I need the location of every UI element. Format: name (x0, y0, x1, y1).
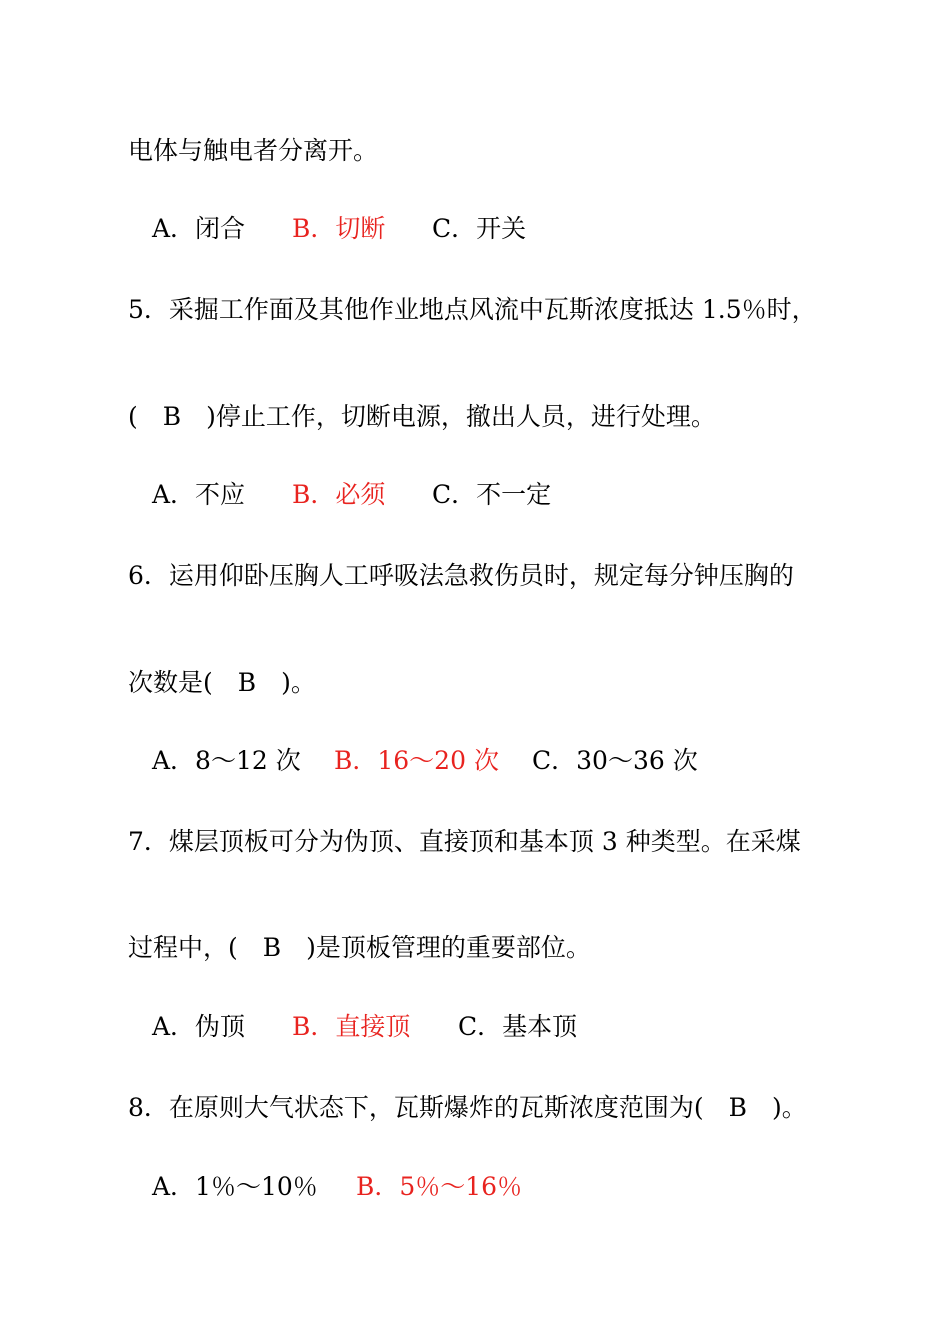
q4-option-c: C．开关 (432, 214, 527, 243)
q4-text-line2: 电体与触电者分离开。 (128, 136, 379, 165)
q7-text-line2: 过程中，( B )是顶板管理的重要部位。 (128, 933, 591, 962)
q5-text-line2: ( B )停止工作，切断电源，撤出人员，进行处理。 (128, 402, 716, 431)
q7-option-c: C．基本顶 (458, 1012, 578, 1041)
q5-option-a: A．不应 (152, 480, 246, 509)
q4-option-a: A．闭合 (152, 214, 246, 243)
q5-option-b-answer: B．必须 (292, 480, 386, 509)
q5-text-line1: 5．采掘工作面及其他作业地点风流中瓦斯浓度抵达 1.5％时， (128, 295, 817, 324)
q6-option-a: A．8～12 次 (152, 746, 301, 775)
q8-text-line1: 8．在原则大气状态下，瓦斯爆炸的瓦斯浓度范围为( B )。 (128, 1093, 807, 1122)
q7-option-b-answer: B．直接顶 (292, 1012, 411, 1041)
q8-option-b-answer: B．5％～16％ (356, 1172, 523, 1201)
q7-text-line1: 7．煤层顶板可分为伪顶、直接顶和基本顶 3 种类型。在采煤 (128, 827, 801, 856)
q6-option-b-answer: B．16～20 次 (334, 746, 499, 775)
q6-text-line1: 6．运用仰卧压胸人工呼吸法急救伤员时，规定每分钟压胸的 (128, 561, 794, 590)
q6-text-line2: 次数是( B )。 (128, 668, 316, 697)
q5-option-c: C．不一定 (432, 480, 552, 509)
q8-option-a: A．1％～10％ (152, 1172, 318, 1201)
q6-option-c: C．30～36 次 (532, 746, 698, 775)
q4-option-b-answer: B．切断 (292, 214, 386, 243)
q7-option-a: A．伪顶 (152, 1012, 246, 1041)
